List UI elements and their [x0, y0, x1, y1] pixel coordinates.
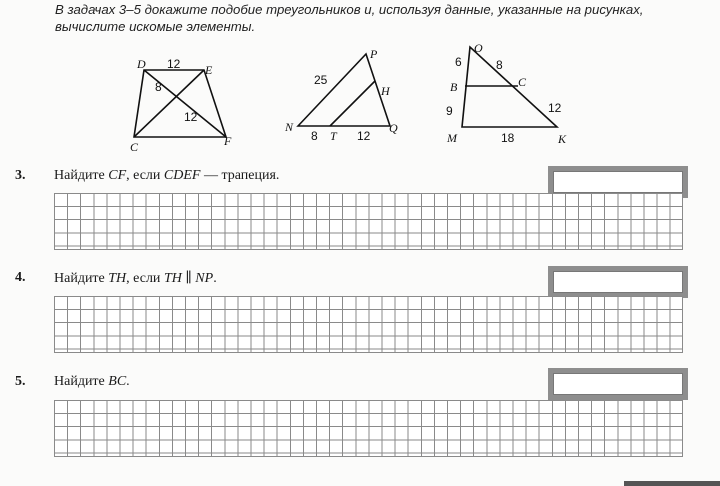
- figure-trapezoid-cdef: [134, 70, 226, 137]
- task-prefix: Найдите: [54, 271, 109, 286]
- task-target: BC: [108, 374, 127, 389]
- task-middle: , если: [126, 168, 164, 183]
- task-target: TH: [108, 271, 127, 286]
- task-number: 4.: [15, 270, 26, 285]
- answer-box[interactable]: [548, 368, 688, 400]
- label-of: 12: [184, 110, 198, 124]
- task-question: [54, 374, 130, 390]
- label-de: 12: [167, 57, 181, 71]
- vertex-t: T: [330, 129, 337, 143]
- work-grid[interactable]: [54, 296, 683, 353]
- vertex-p: P: [370, 47, 378, 61]
- label-nt: 8: [311, 129, 318, 143]
- task-suffix: — трапеция.: [200, 168, 280, 183]
- vertex-f: F: [224, 134, 232, 148]
- task-condition: CDEF: [163, 168, 201, 183]
- label-do: 8: [155, 80, 162, 94]
- task-suffix: .: [126, 374, 130, 389]
- label-ob: 6: [455, 55, 462, 69]
- task-question: [54, 270, 217, 287]
- vertex-m: M: [447, 131, 457, 145]
- figure-triangle-npq: [298, 54, 390, 126]
- label-mk: 18: [501, 131, 515, 145]
- label-ck: 12: [548, 101, 562, 115]
- vertex-c: C: [130, 140, 139, 154]
- vertex-h: H: [381, 84, 390, 98]
- task-target: CF: [108, 168, 127, 183]
- task-question: [54, 168, 279, 184]
- label-np: 25: [314, 73, 328, 87]
- task-middle: , если: [126, 271, 164, 286]
- vertex-c-fig3: C: [518, 75, 527, 89]
- vertex-n: N: [285, 120, 294, 134]
- figure-triangle-omk: [462, 47, 557, 127]
- task-prefix: Найдите: [54, 168, 109, 183]
- label-tq: 12: [357, 129, 371, 143]
- vertex-d: D: [137, 57, 146, 71]
- vertex-b: B: [450, 80, 458, 94]
- vertex-k: K: [558, 132, 567, 146]
- task-number: 3.: [15, 168, 26, 183]
- vertex-e: E: [205, 63, 213, 77]
- task-number: 5.: [15, 374, 26, 389]
- label-oc: 8: [496, 58, 503, 72]
- geometry-figures: [0, 0, 720, 160]
- page-corner-mark: [624, 481, 720, 486]
- task-suffix: .: [213, 271, 217, 286]
- task-condition: TH ∥ NP: [163, 271, 214, 286]
- task-prefix: Найдите: [54, 374, 109, 389]
- label-bm: 9: [446, 104, 453, 118]
- work-grid[interactable]: [54, 400, 683, 457]
- task-instructions: В задачах 3–5 докажите подобие треугольников и, используя данные, указанные на рисунках, вычислите искомые элементы.: [55, 2, 644, 34]
- vertex-o: O: [474, 41, 483, 55]
- vertex-q: Q: [389, 121, 398, 135]
- work-grid[interactable]: [54, 193, 683, 250]
- answer-box[interactable]: [548, 266, 688, 298]
